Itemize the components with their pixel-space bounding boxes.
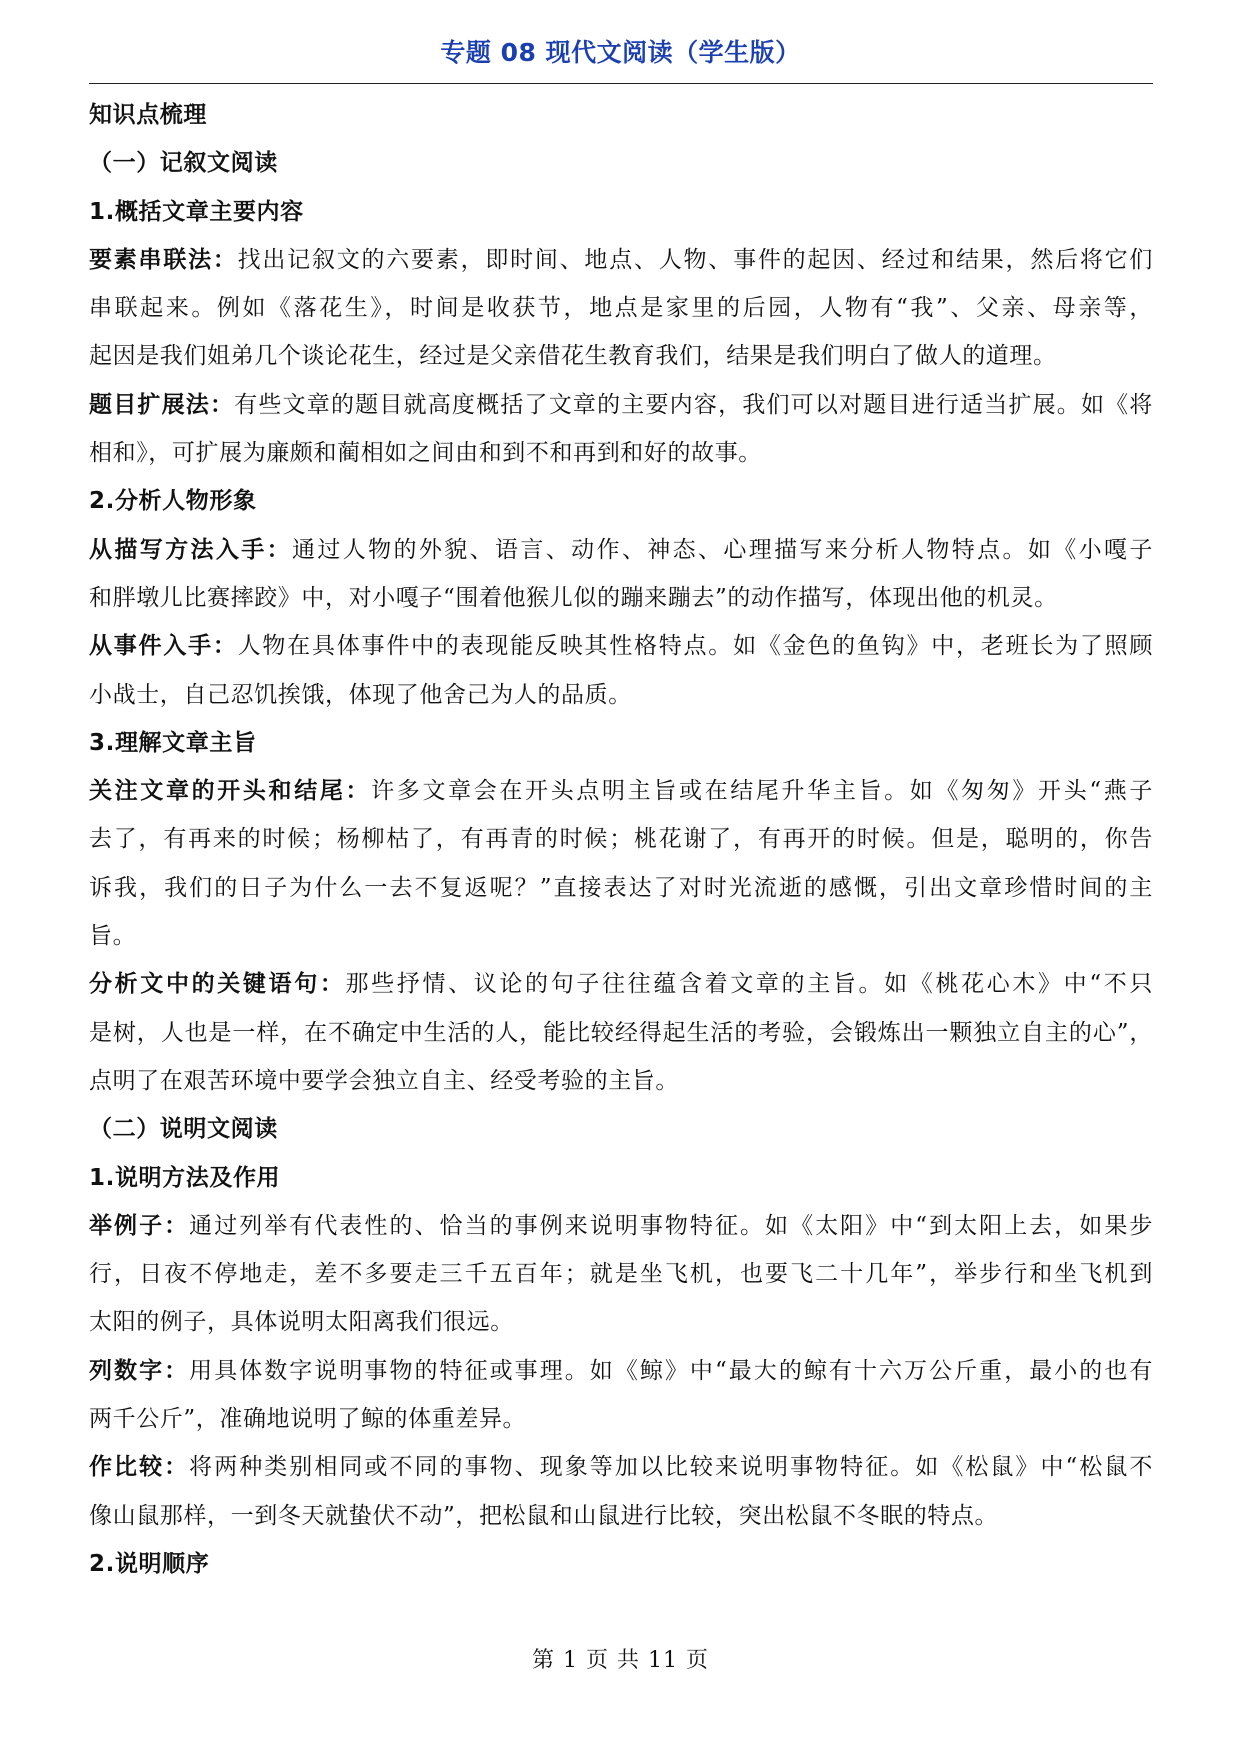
paragraph-line — [89, 236, 1153, 284]
line-text: 像山鼠那样，一到冬天就蛰伏不动”，把松鼠和山鼠进行比较，突出松鼠不冬眠的特点。 — [89, 1502, 999, 1529]
paragraph-line — [89, 671, 1153, 719]
paragraph-line — [89, 767, 1153, 815]
paragraph-line — [89, 1202, 1153, 1250]
line-text: 找出记叙文的六要素，即时间、地点、人物、事件的起因、经过和结果，然后将它们 — [237, 246, 1154, 273]
section-heading: 2.说明顺序 — [89, 1550, 210, 1577]
section-heading: （一）记叙文阅读 — [89, 150, 278, 177]
paragraph-line — [89, 284, 1153, 332]
paragraph-line — [89, 1298, 1153, 1346]
method-label: 列数字： — [89, 1357, 190, 1384]
paragraph-line — [89, 1057, 1153, 1105]
line-text: 人物在具体事件中的表现能反映其性格特点。如《金色的鱼钩》中，老班长为了照顾 — [237, 633, 1154, 660]
line-text: 起因是我们姐弟几个谈论花生，经过是父亲借花生教育我们，结果是我们明白了做人的道理。 — [89, 343, 1057, 370]
section-heading: 2.分析人物形象 — [89, 488, 257, 515]
paragraph-line — [89, 574, 1153, 622]
line-text: 那些抒情、议论的句子往往蕴含着文章的主旨。如《桃花心木》中“不只 — [345, 971, 1153, 998]
paragraph-line — [89, 815, 1153, 863]
paragraph-line — [89, 1395, 1153, 1443]
line-text: 行，日夜不停地走，差不多要走三千五百年；就是坐飞机，也要飞二十几年”，举步行和坐飞机到 — [89, 1261, 1153, 1288]
paragraph-line — [89, 381, 1153, 429]
paragraph-line — [89, 332, 1153, 380]
header-divider — [89, 83, 1153, 84]
method-label: 题目扩展法： — [89, 391, 235, 418]
paragraph-line — [89, 864, 1153, 912]
line-text: 将两种类别相同或不同的事物、现象等加以比较来说明事物特征。如《松鼠》中“松鼠不 — [189, 1454, 1153, 1481]
page-header-title: 专题 08 现代文阅读（学生版） — [440, 38, 801, 67]
paragraph-line — [89, 526, 1153, 574]
page-footer: 第 1 页 共 11 页 — [532, 1648, 709, 1673]
method-label: 分析文中的关键语句： — [89, 971, 346, 998]
method-label: 举例子： — [89, 1212, 190, 1239]
line-text: 用具体数字说明事物的特征或事理。如《鲸》中“最大的鲸有十六万公斤重，最小的也有 — [189, 1357, 1153, 1384]
line-text: 是树，人也是一样，在不确定中生活的人，能比较经得起生活的考验，会锻炼出一颗独立自主的心”， — [89, 1019, 1153, 1046]
method-label: 从描写方法入手： — [89, 536, 293, 563]
section-heading: 3.理解文章主旨 — [89, 729, 257, 756]
paragraph-line — [89, 1250, 1153, 1298]
method-label: 关注文章的开头和结尾： — [89, 778, 372, 805]
line-text: 旨。 — [89, 923, 137, 950]
method-label: 从事件入手： — [89, 633, 238, 660]
paragraph-line — [89, 429, 1153, 477]
section-heading: 1.说明方法及作用 — [89, 1164, 281, 1191]
section-heading: （二）说明文阅读 — [89, 1116, 278, 1143]
line-text: 串联起来。例如《落花生》，时间是收获节，地点是家里的后园，人物有“我”、父亲、母亲等， — [89, 295, 1153, 322]
paragraph-line — [89, 1492, 1153, 1540]
paragraph-line — [89, 622, 1153, 670]
section-heading: 1.概括文章主要内容 — [89, 198, 304, 225]
line-text: 小战士，自己忍饥挨饿，体现了他舍己为人的品质。 — [89, 681, 632, 708]
line-text: 相和》，可扩展为廉颇和蔺相如之间由和到不和再到和好的故事。 — [89, 440, 762, 467]
line-text: 通过列举有代表性的、恰当的事例来说明事物特征。如《太阳》中“到太阳上去，如果步 — [189, 1212, 1153, 1239]
line-text: 有些文章的题目就高度概括了文章的主要内容，我们可以对题目进行适当扩展。如《将 — [234, 391, 1153, 418]
line-text: 许多文章会在开头点明主旨或在结尾升华主旨。如《匆匆》开头“燕子 — [371, 778, 1154, 805]
line-text: 太阳的例子，具体说明太阳离我们很远。 — [89, 1309, 514, 1336]
method-label: 作比较： — [89, 1454, 190, 1481]
paragraph-line — [89, 912, 1153, 960]
paragraph-line — [89, 1009, 1153, 1057]
section-heading: 知识点梳理 — [89, 102, 207, 128]
line-text: 诉我，我们的日子为什么一去不复返呢？”直接表达了对时光流逝的感慨，引出文章珍惜时间的主 — [89, 874, 1153, 901]
paragraph-line — [89, 960, 1153, 1008]
paragraph-line — [89, 1443, 1153, 1491]
method-label: 要素串联法： — [89, 246, 238, 273]
line-text: 和胖墩儿比赛摔跤》中，对小嘎子“围着他猴儿似的蹦来蹦去”的动作描写，体现出他的机灵。 — [89, 584, 1058, 611]
line-text: 去了，有再来的时候；杨柳枯了，有再青的时候；桃花谢了，有再开的时候。但是，聪明的，你告 — [89, 826, 1153, 853]
document-body — [89, 91, 1153, 1588]
line-text: 两千公斤”，准确地说明了鲸的体重差异。 — [89, 1406, 527, 1433]
line-text: 通过人物的外貌、语言、动作、神态、心理描写来分析人物特点。如《小嘎子 — [292, 536, 1153, 563]
line-text: 点明了在艰苦环境中要学会独立自主、经受考验的主旨。 — [89, 1067, 679, 1094]
paragraph-line — [89, 1347, 1153, 1395]
